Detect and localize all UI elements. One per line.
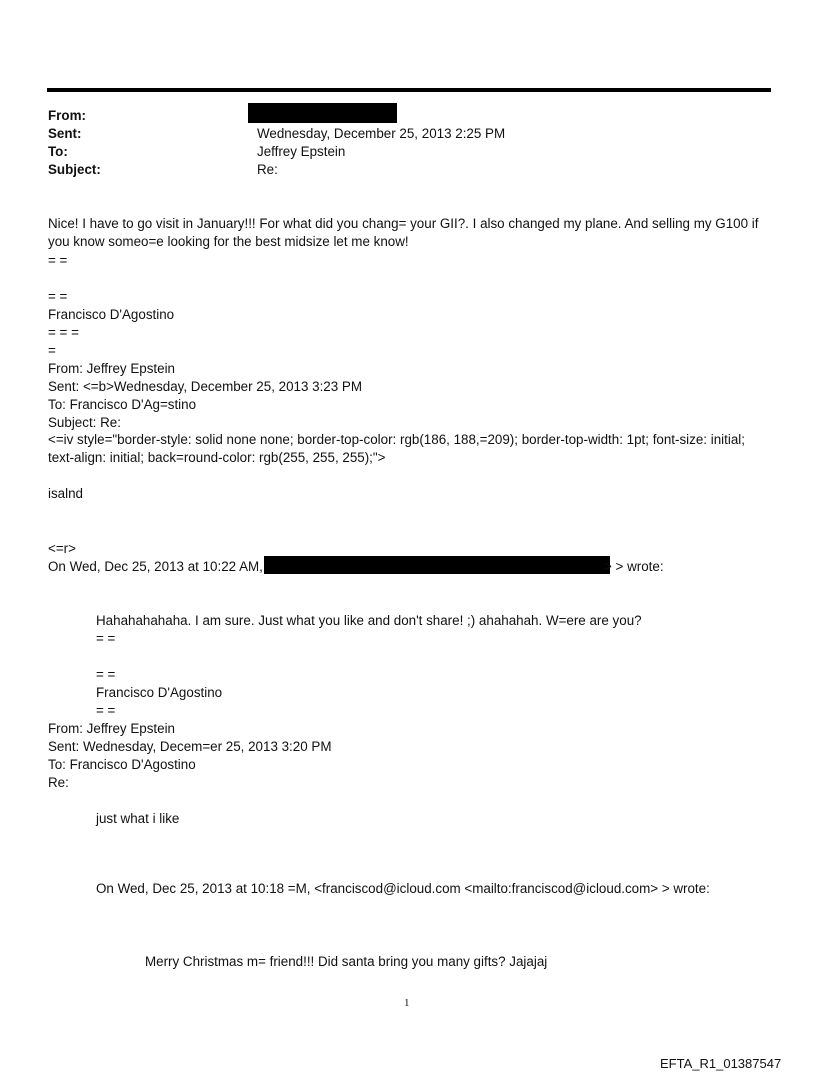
quoted-sent: Sent: Wednesday, Decem=er 25, 2013 3:20 PM (48, 739, 332, 754)
quoted-subject: Subject: Re: (48, 415, 121, 430)
signature-name: Francisco D'Agostino (96, 685, 223, 700)
body-line: = = (96, 703, 116, 718)
body-line: = (48, 343, 56, 358)
quoted-from: From: Jeffrey Epstein (48, 361, 176, 376)
to-label: To: (48, 144, 68, 159)
body-line: <=r> (48, 541, 76, 556)
body-line: = = (48, 253, 68, 268)
from-label: From: (48, 108, 86, 123)
header-rule (47, 88, 771, 92)
body-line: isalnd (48, 486, 83, 501)
body-line: = = (96, 667, 116, 682)
redacted-from-block (248, 103, 397, 123)
quote-intro-end: > > wrote: (604, 559, 664, 574)
body-line: = = (48, 289, 68, 304)
quote-intro: On Wed, Dec 25, 2013 at 10:22 AM, (48, 559, 263, 574)
quoted-message: Merry Christmas m= friend!!! Did santa bring you many gifts? Jajajaj (145, 954, 548, 969)
quoted-to: To: Francisco D'Agostino (48, 757, 196, 772)
body-paragraph-1: Nice! I have to go visit in January!!! For what did you chang= your GII?. I also changed my plane. And selling my G100 if you know someo=e looking for the best midsize let me know! (48, 216, 759, 249)
sent-label: Sent: (48, 126, 82, 141)
quoted-from: From: Jeffrey Epstein (48, 721, 176, 736)
quoted-subject: Re: (48, 775, 69, 790)
quoted-sent: Sent: <=b>Wednesday, December 25, 2013 3:23 PM (48, 379, 363, 394)
html-artifact-paragraph: <=iv style="border-style: solid none none; border-top-color: rgb(186, 188,=209); border-top-width: 1pt; font-size: initial; text-align: initial; back=round-color: rgb(255, 255, 255);"> (48, 432, 745, 465)
signature-name: Francisco D'Agostino (48, 307, 175, 322)
sent-value: Wednesday, December 25, 2013 2:25 PM (257, 126, 506, 141)
to-value: Jeffrey Epstein (257, 144, 346, 159)
document-id: EFTA_R1_01387547 (660, 1056, 782, 1071)
redacted-email-block (264, 556, 610, 574)
subject-label: Subject: (48, 162, 101, 177)
quoted-to: To: Francisco D'Ag=stino (48, 397, 197, 412)
quote-intro: On Wed, Dec 25, 2013 at 10:18 =M, <franciscod@icloud.com <mailto:franciscod@icloud.com> > wrote: (96, 881, 710, 896)
body-line: = = (96, 631, 116, 646)
quoted-message: just what i like (96, 811, 180, 826)
subject-value: Re: (257, 162, 278, 177)
body-line: = = = (48, 325, 79, 340)
quoted-message: Hahahahahaha. I am sure. Just what you like and don't share! ;) ahahahah. W=ere are you? (96, 613, 642, 628)
page-number: 1 (404, 997, 410, 1009)
